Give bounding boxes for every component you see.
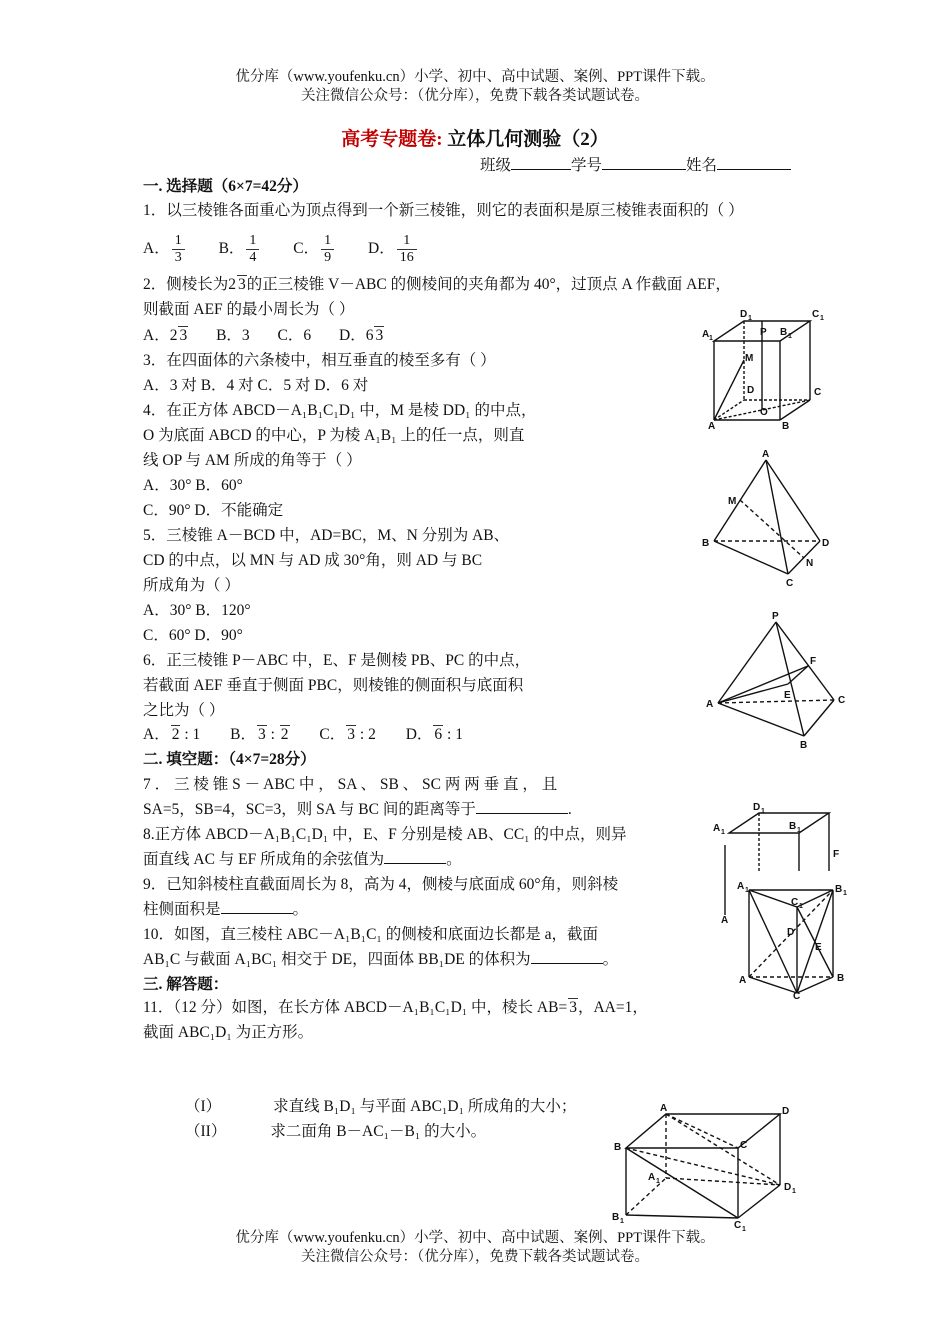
q1-opt-a: A． <box>143 240 170 257</box>
q9-line1: 9．已知斜棱柱直截面周长为 8，高为 4，侧棱与底面成 60°角，则斜棱 <box>143 876 619 893</box>
svg-text:1: 1 <box>843 890 847 897</box>
label-a-prism: A <box>739 975 747 986</box>
q1-options <box>143 229 419 269</box>
q9-answer-blank[interactable] <box>221 913 293 914</box>
label-c-prism: C <box>793 991 801 1000</box>
label-p: P <box>772 611 779 622</box>
q2-options: A．2 3 B．3 C．6 D．6 3 <box>143 327 384 344</box>
q5-tetrahedron-figure <box>700 448 835 588</box>
label-d: D <box>782 1106 790 1117</box>
q6-line3: 之比为（ ） <box>143 702 225 719</box>
svg-text:1: 1 <box>656 1178 660 1185</box>
label-a1: A <box>648 1172 656 1183</box>
q2-line1: 2．侧棱长为2 3的正三棱锥 V－ABC 的侧棱间的夹角都为 40°，过顶点 A 作截面 AEF， <box>143 276 731 293</box>
label-b1: B <box>612 1212 620 1223</box>
svg-text:1: 1 <box>799 903 803 910</box>
q5-options-cd: C．60° D．90° <box>143 627 243 644</box>
q10-line2: AB₁C 与截面 A₁BC₁ 相交于 DE，四面体 BB₁DE 的体积为 。 <box>143 951 619 968</box>
svg-text:1: 1 <box>797 827 801 834</box>
q7-line2: SA=5，SB=4，SC=3，则 SA 与 BC 间的距离等于 . <box>143 801 572 818</box>
label-f: F <box>810 656 817 667</box>
label-a1-prism: A <box>737 881 745 892</box>
page-title <box>0 124 950 151</box>
q4-options-ab: A．30° B．60° <box>143 477 243 494</box>
site-footer-line2: 关注微信公众号：（优分库），免费下载各类试题试卷。 <box>301 1249 649 1265</box>
q6-line1: 6．正三棱锥 P－ABC 中，E、F 是侧棱 PB、PC 的中点， <box>143 652 531 669</box>
label-b: B <box>782 421 790 430</box>
svg-text:1: 1 <box>748 315 752 322</box>
label-b: B <box>614 1142 622 1153</box>
q1-opt-b: B． <box>218 240 245 257</box>
svg-text:1: 1 <box>761 808 765 815</box>
label-b1-prism: B <box>835 884 843 895</box>
q11-line1: 11．（12 分）如图，在长方体 ABCD－A₁B₁C₁D₁ 中，棱长 AB= 3，AA=1， <box>143 999 648 1016</box>
label-d1: D <box>784 1182 792 1193</box>
q6-line2: 若截面 AEF 垂直于侧面 PBC，则棱锥的侧面积与底面积 <box>143 677 524 694</box>
q4-line1: 4．在正方体 ABCD－A₁B₁C₁D₁ 中，M 是棱 DD₁ 的中点， <box>143 402 537 419</box>
q2-line2: 则截面 AEF 的最小周长为（ ） <box>143 301 355 318</box>
label-a-top: A <box>721 915 729 926</box>
svg-text:1: 1 <box>620 1218 624 1225</box>
label-a: A <box>708 421 716 430</box>
section-1-heading: 一. 选择题（6×7=42分） <box>143 178 308 195</box>
class-field[interactable] <box>511 169 571 170</box>
label-d: D <box>747 385 755 396</box>
label-b1: B <box>789 821 797 832</box>
q11-line2: 截面 ABC₁D₁ 为正方形。 <box>143 1024 314 1041</box>
name-field[interactable] <box>717 169 791 170</box>
q11-part2: （II） 求二面角 B－AC₁－B₁ 的大小。 <box>185 1123 487 1140</box>
label-c: C <box>838 695 846 706</box>
number-label: 学号 <box>571 157 603 174</box>
q7-answer-blank[interactable] <box>476 813 568 814</box>
q8-q10-figures <box>705 795 855 1000</box>
q6-pyramid-figure <box>700 608 850 753</box>
label-f: F <box>833 849 840 860</box>
label-e: E <box>815 942 822 953</box>
q8-line2: 面直线 AC 与 EF 所成角的余弦值为 。 <box>143 851 462 868</box>
q3-text: 3．在四面体的六条棱中，相互垂直的棱至多有（ ） <box>143 352 496 369</box>
site-header-line1: 优分库（www.youfenku.cn）小学、初中、高中试题、案例、PPT课件下载。 <box>235 69 715 85</box>
label-b: B <box>702 538 710 549</box>
label-d: D <box>822 538 830 549</box>
q6-options: A． 2 : 1 B． 3 : 2 C． 3 : 2 D． 6 : 1 <box>143 726 463 743</box>
q8-answer-blank[interactable] <box>384 863 446 864</box>
label-m: M <box>728 496 737 507</box>
svg-text:1: 1 <box>721 829 725 836</box>
label-d: D <box>787 927 795 938</box>
svg-text:1: 1 <box>792 1188 796 1195</box>
label-c1-prism: C <box>791 897 799 908</box>
q3-options: A．3 对 B．4 对 C．5 对 D．6 对 <box>143 377 369 394</box>
q10-answer-blank[interactable] <box>531 963 603 964</box>
label-a1: A <box>713 823 721 834</box>
label-o: O <box>760 407 768 418</box>
section-3-heading: 三. 解答题： <box>143 976 229 993</box>
q11-box-figure <box>610 1100 800 1235</box>
label-a1: A <box>702 329 710 340</box>
q5-line1: 5．三棱锥 A－BCD 中，AD=BC，M、N 分别为 AB、 <box>143 527 510 544</box>
svg-text:1: 1 <box>788 333 792 340</box>
label-c: C <box>740 1140 748 1151</box>
q9-line2: 柱侧面积是 。 <box>143 901 309 918</box>
student-info <box>480 153 791 175</box>
q1-opt-c: C． <box>293 240 320 257</box>
svg-text:1: 1 <box>709 335 713 342</box>
q1-frac-a: $\frac{1}{3}$ <box>172 233 185 266</box>
q7-line1: 7 ． 三 棱 锥 S － ABC 中 ， SA 、 SB 、 SC 两 两 垂 直 ， 且 <box>143 776 558 793</box>
q1-frac-d: $\frac{1}{16}$ <box>397 233 417 266</box>
label-a: A <box>706 699 714 710</box>
q11-part1: （I） 求直线 B₁D₁ 与平面 ABC₁D₁ 所成角的大小； <box>185 1098 577 1115</box>
label-a: A <box>660 1103 668 1114</box>
label-e: E <box>784 690 791 701</box>
label-m: M <box>745 353 754 364</box>
label-b-prism: B <box>837 973 845 984</box>
q8-line1: 8.正方体 ABCD－A₁B₁C₁D₁ 中，E、F 分别是棱 AB、CC₁ 的中点，则异 <box>143 826 627 843</box>
label-c1: C <box>812 309 820 320</box>
name-label: 姓名 <box>686 157 718 174</box>
label-c: C <box>786 578 794 588</box>
title-main: 立体几何测验（2） <box>447 129 609 150</box>
q4-cube-figure <box>700 305 830 430</box>
label-n: N <box>806 558 814 569</box>
label-c1: C <box>734 1220 742 1231</box>
q5-line2: CD 的中点，以 MN 与 AD 成 30°角，则 AD 与 BC <box>143 552 483 569</box>
q5-options-ab: A．30° B．120° <box>143 602 251 619</box>
q1-opt-d: D． <box>368 240 395 257</box>
q1-text: 1．以三棱锥各面重心为顶点得到一个新三棱锥，则它的表面积是原三棱锥表面积的（ ） <box>143 202 744 219</box>
q4-options-cd: C．90° D．不能确定 <box>143 502 284 519</box>
label-d1: D <box>740 309 748 320</box>
site-footer-line1: 优分库（www.youfenku.cn）小学、初中、高中试题、案例、PPT课件下载。 <box>235 1230 715 1246</box>
q1-frac-c: $\frac{1}{9}$ <box>321 233 334 266</box>
label-c: C <box>814 387 822 398</box>
label-a: A <box>762 449 770 460</box>
svg-text:1: 1 <box>742 1226 746 1233</box>
site-header-line2: 关注微信公众号：（优分库），免费下载各类试题试卷。 <box>301 88 649 104</box>
number-field[interactable] <box>602 169 686 170</box>
q5-line3: 所成角为（ ） <box>143 577 240 594</box>
label-p: P <box>760 327 767 338</box>
label-b1: B <box>780 327 788 338</box>
section-2-heading: 二. 填空题：（4×7=28分） <box>143 751 316 768</box>
q1-frac-b: $\frac{1}{4}$ <box>246 233 259 266</box>
q4-line2: O 为底面 ABCD 的中心，P 为棱 A₁B₁ 上的任一点，则直 <box>143 427 525 444</box>
svg-text:1: 1 <box>745 887 749 894</box>
class-label: 班级 <box>480 157 512 174</box>
label-b: B <box>800 740 808 751</box>
label-d1: D <box>753 802 761 813</box>
q4-line3: 线 OP 与 AM 所成的角等于（ ） <box>143 452 362 469</box>
title-prefix: 高考专题卷: <box>341 129 443 150</box>
svg-text:1: 1 <box>820 315 824 322</box>
q10-line1: 10．如图，直三棱柱 ABC－A₁B₁C₁ 的侧棱和底面边长都是 a，截面 <box>143 926 598 943</box>
